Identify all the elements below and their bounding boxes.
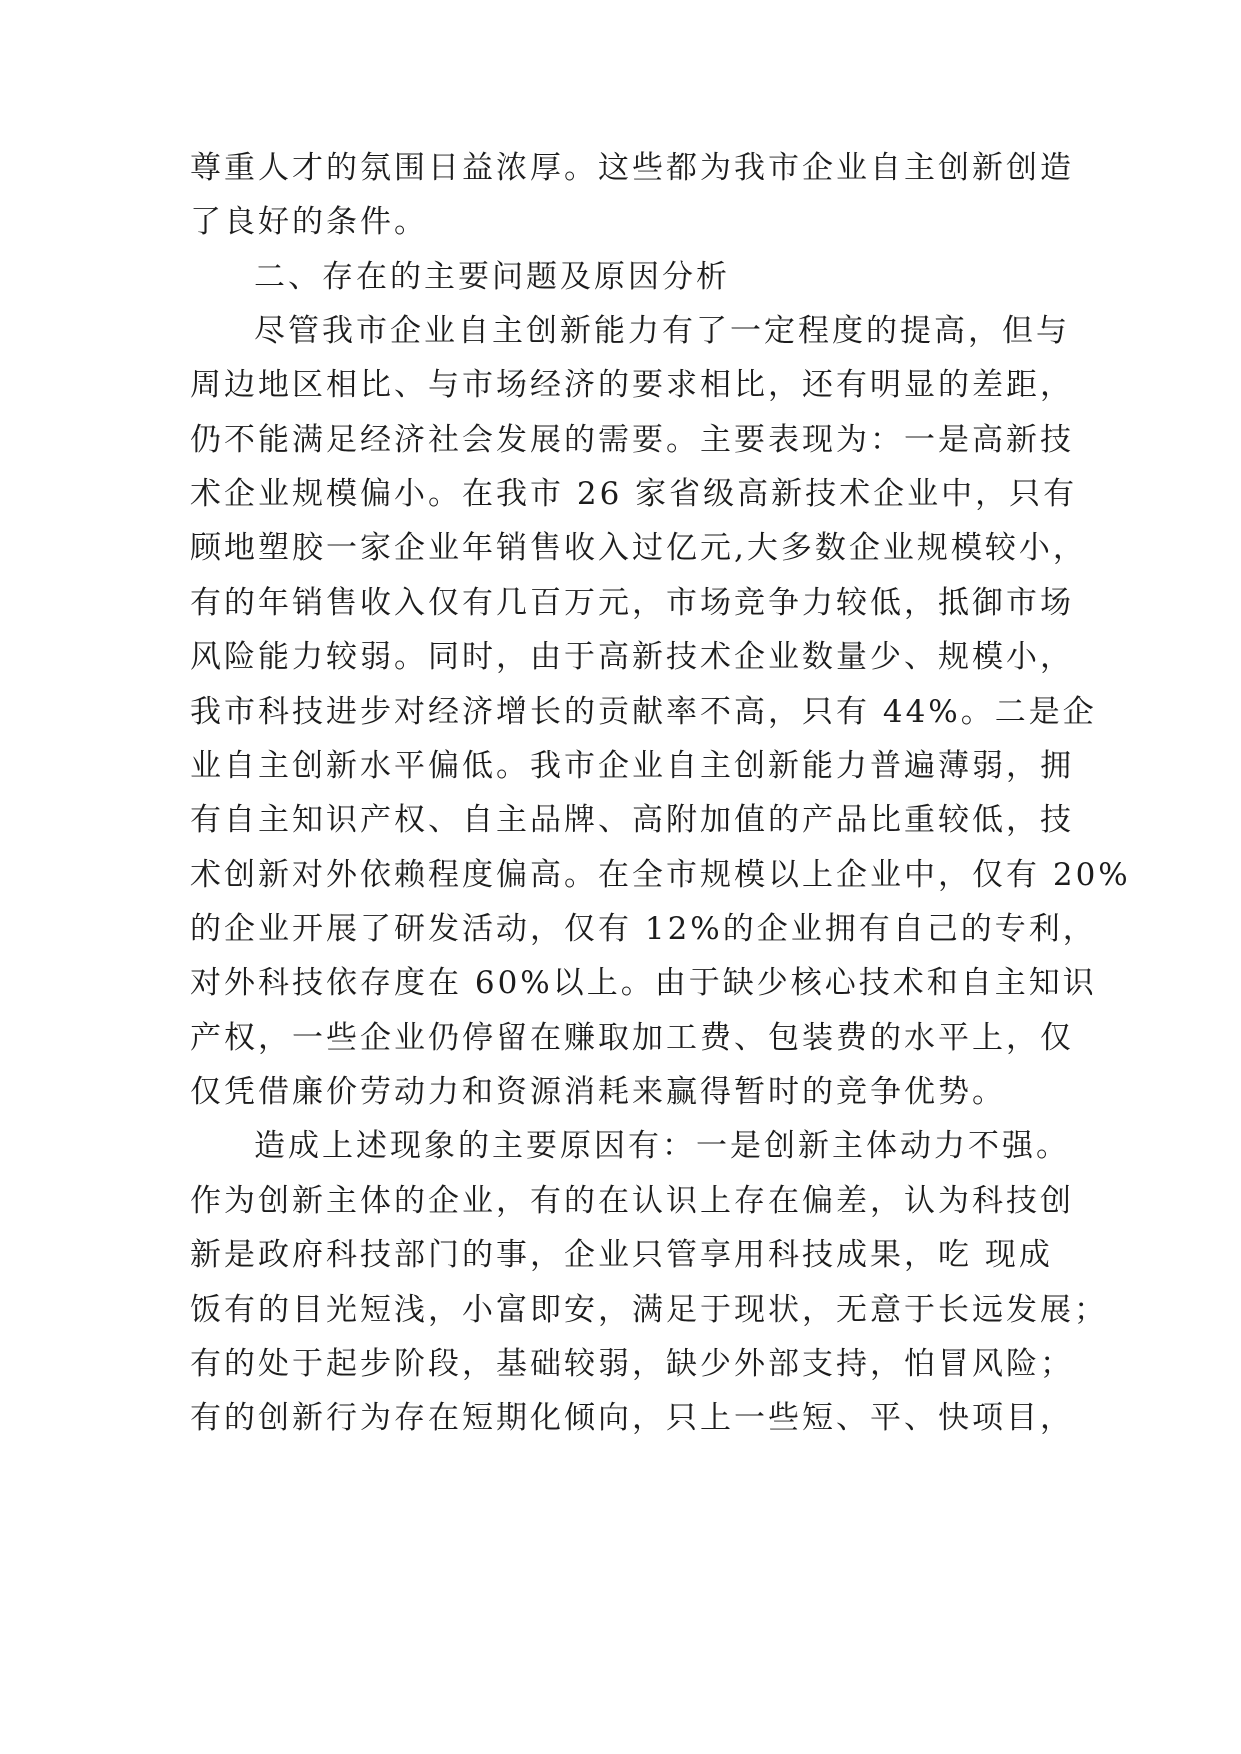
text-line: 产权，一些企业仍停留在赚取加工费、包装费的水平上，仅 [190, 1020, 1074, 1056]
text-line: 有的年销售收入仅有几百万元，市场竞争力较低，抵御市场 [190, 585, 1074, 621]
text-line: 风险能力较弱。同时，由于高新技术企业数量少、规模小， [190, 639, 1074, 675]
text-line: 的企业开展了研发活动，仅有 12%的企业拥有自己的专利， [190, 911, 1097, 947]
text-line: 周边地区相比、与市场经济的要求相比，还有明显的差距， [190, 367, 1074, 403]
text-line: 有的创新行为存在短期化倾向，只上一些短、平、快项目， [190, 1400, 1074, 1436]
text-line: 对外科技依存度在 60%以上。由于缺少核心技术和自主知识 [190, 965, 1097, 1001]
text-line: 有自主知识产权、自主品牌、高附加值的产品比重较低，技 [190, 802, 1074, 838]
text-line: 尊重人才的氛围日益浓厚。这些都为我市企业自主创新创造 [190, 150, 1074, 186]
text-line: 饭有的目光短浅，小富即安，满足于现状，无意于长远发展； [190, 1292, 1108, 1328]
text-line: 仅凭借廉价劳动力和资源消耗来赢得暂时的竞争优势。 [190, 1074, 1006, 1110]
text-line: 了良好的条件。 [190, 204, 428, 240]
text-line: 作为创新主体的企业，有的在认识上存在偏差，认为科技创 [190, 1183, 1074, 1219]
text-line: 顾地塑胶一家企业年销售收入过亿元,大多数企业规模较小， [190, 530, 1087, 566]
text-line: 术创新对外依赖程度偏高。在全市规模以上企业中，仅有 20% [190, 857, 1131, 893]
section-heading: 二、存在的主要问题及原因分析 [254, 259, 730, 295]
text-line: 术企业规模偏小。在我市 26 家省级高新技术企业中，只有 [190, 476, 1078, 512]
text-line: 造成上述现象的主要原因有：一是创新主体动力不强。 [254, 1128, 1070, 1164]
text-line: 业自主创新水平偏低。我市企业自主创新能力普遍薄弱，拥 [190, 748, 1074, 784]
text-line: 新是政府科技部门的事，企业只管享用科技成果，吃 现成 [190, 1237, 1053, 1273]
text-line: 尽管我市企业自主创新能力有了一定程度的提高，但与 [254, 313, 1070, 349]
text-line: 仍不能满足经济社会发展的需要。主要表现为：一是高新技 [190, 422, 1074, 458]
text-line: 我市科技进步对经济增长的贡献率不高，只有 44%。二是企 [190, 694, 1097, 730]
text-line: 有的处于起步阶段，基础较弱，缺少外部支持，怕冒风险； [190, 1346, 1074, 1382]
